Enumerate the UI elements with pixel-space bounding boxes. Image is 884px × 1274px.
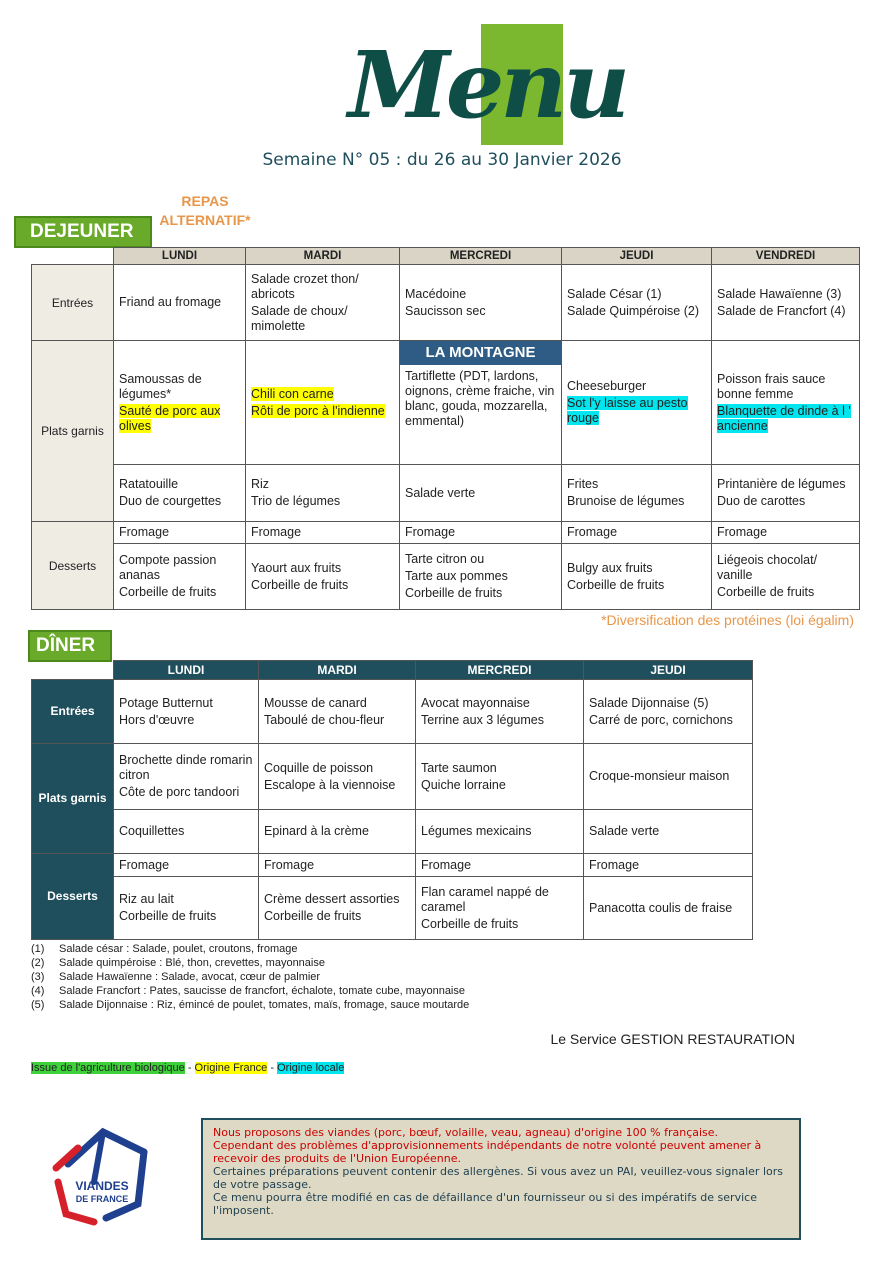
svg-text:VIANDES: VIANDES — [75, 1179, 129, 1193]
diner-garniture-mardi: Epinard à la crème — [259, 810, 416, 854]
table-row — [32, 544, 860, 610]
diner-row-desserts: Desserts — [32, 854, 114, 940]
diner-row-entrees: Entrées — [32, 680, 114, 744]
fromage-vendredi: Fromage — [712, 522, 860, 544]
diner-fromage-mardi: Fromage — [259, 854, 416, 877]
plat-jeudi: Cheeseburger Sot l'y laisse au pesto rouge — [562, 341, 712, 465]
footnotes — [31, 942, 731, 1012]
diner-garniture-mercredi: Légumes mexicains — [416, 810, 584, 854]
diner-garniture-jeudi: Salade verte — [584, 810, 753, 854]
garniture-mercredi: Salade verte — [400, 465, 562, 522]
entree-mardi: Salade crozet thon/ abricots Salade de choux/ mimolette — [246, 265, 400, 341]
plat-mercredi: LA MONTAGNE Tartiflette (PDT, lardons, oignons, crème fraiche, vin blanc, gouda, mozzarella, emmental) — [400, 341, 562, 465]
footnote: (4) Salade Francfort : Pates, saucisse de francfort, échalote, tomate cube, mayonnaise — [31, 985, 465, 997]
day-header-lundi: LUNDI — [114, 248, 246, 265]
entree-jeudi: Salade César (1) Salade Quimpéroise (2) — [562, 265, 712, 341]
notice-box — [201, 1118, 801, 1240]
diner-day-jeudi: JEUDI — [584, 661, 753, 680]
row-label-entrees: Entrées — [32, 265, 114, 341]
footnote: (3) Salade Hawaïenne : Salade, avocat, cœur de palmier — [31, 971, 321, 983]
notice-allergens: Certaines préparations peuvent contenir des allergènes. Si vous avez un PAI, veuillez-vous signaler lors de votre passage. — [213, 1165, 783, 1191]
garniture-lundi: Ratatouille Duo de courgettes — [114, 465, 246, 522]
footnote: (1) Salade césar : Salade, poulet, croutons, fromage — [31, 943, 298, 955]
entree-lundi: Friand au fromage — [114, 265, 246, 341]
fromage-mercredi: Fromage — [400, 522, 562, 544]
fromage-mardi: Fromage — [246, 522, 400, 544]
dejeuner-table — [31, 247, 860, 610]
garniture-vendredi: Printanière de légumes Duo de carottes — [712, 465, 860, 522]
diner-entree-mardi: Mousse de canard Taboulé de chou-fleur — [259, 680, 416, 744]
entree-vendredi: Salade Hawaïenne (3) Salade de Francfort (4) — [712, 265, 860, 341]
notice-origin: Nous proposons des viandes (porc, bœuf, volaille, veau, agneau) d'origine 100 % française. — [213, 1126, 719, 1139]
fromage-jeudi: Fromage — [562, 522, 712, 544]
garniture-jeudi: Frites Brunoise de légumes — [562, 465, 712, 522]
entree-mercredi: Macédoine Saucisson sec — [400, 265, 562, 341]
diner-fromage-jeudi: Fromage — [584, 854, 753, 877]
table-row — [32, 854, 753, 877]
diner-plat-mercredi: Tarte saumon Quiche lorraine — [416, 744, 584, 810]
diner-garniture-lundi: Coquillettes — [114, 810, 259, 854]
fromage-lundi: Fromage — [114, 522, 246, 544]
diner-day-mercredi: MERCREDI — [416, 661, 584, 680]
diner-table — [31, 660, 753, 940]
diner-plat-mardi: Coquille de poisson Escalope à la viennoise — [259, 744, 416, 810]
plat-vendredi: Poisson frais sauce bonne femme Blanquette de dinde à l ' ancienne — [712, 341, 860, 465]
plat-lundi: Samoussas de légumes* Sauté de porc aux olives — [114, 341, 246, 465]
diner-dessert-jeudi: Panacotta coulis de fraise — [584, 877, 753, 940]
plat-mardi: Chili con carne Rôti de porc à l'indienne — [246, 341, 400, 465]
dessert-lundi: Compote passion ananas Corbeille de fruits — [114, 544, 246, 610]
repas-alternatif-label: REPAS ALTERNATIF* — [159, 193, 251, 228]
menu-title: Menu — [348, 31, 627, 139]
diner-dessert-mardi: Crème dessert assorties Corbeille de fruits — [259, 877, 416, 940]
legend-locale: Origine locale — [277, 1062, 345, 1074]
week-heading: Semaine N° 05 : du 26 au 30 Janvier 2026 — [262, 150, 622, 170]
diner-fromage-lundi: Fromage — [114, 854, 259, 877]
dessert-mardi: Yaourt aux fruits Corbeille de fruits — [246, 544, 400, 610]
legend-bio: Issue de l'agriculture biologique — [31, 1062, 185, 1074]
diner-plat-jeudi: Croque-monsieur maison — [584, 744, 753, 810]
row-label-plats: Plats garnis — [32, 341, 114, 522]
table-row — [32, 744, 753, 810]
diner-entree-jeudi: Salade Dijonnaise (5) Carré de porc, cornichons — [584, 680, 753, 744]
diner-header-row — [32, 661, 753, 680]
viandes-de-france-logo-icon — [48, 1122, 154, 1226]
diner-entree-lundi: Potage Butternut Hors d'œuvre — [114, 680, 259, 744]
diner-day-mardi: MARDI — [259, 661, 416, 680]
service-signature: Le Service GESTION RESTAURATION — [550, 1031, 795, 1047]
header-blank — [32, 248, 114, 265]
table-row — [32, 680, 753, 744]
day-header-jeudi: JEUDI — [562, 248, 712, 265]
svg-text:DE FRANCE: DE FRANCE — [75, 1194, 129, 1204]
table-row — [32, 522, 860, 544]
dessert-vendredi: Liégeois chocolat/ vanille Corbeille de fruits — [712, 544, 860, 610]
table-row — [32, 265, 860, 341]
footnote: (5) Salade Dijonnaise : Riz, émincé de poulet, tomates, maïs, fromage, sauce moutarde — [31, 999, 470, 1011]
dessert-jeudi: Bulgy aux fruits Corbeille de fruits — [562, 544, 712, 610]
diner-dessert-lundi: Riz au lait Corbeille de fruits — [114, 877, 259, 940]
viandes-de-france-logo — [48, 1122, 154, 1226]
day-header-vendredi: VENDREDI — [712, 248, 860, 265]
diner-day-lundi: LUNDI — [114, 661, 259, 680]
row-label-desserts: Desserts — [32, 522, 114, 610]
day-header-mardi: MARDI — [246, 248, 400, 265]
diversification-note: *Diversification des protéines (loi égalim) — [601, 612, 854, 628]
notice-modification: Ce menu pourra être modifié en cas de défaillance d'un fournisseur ou si des impératifs de service l'imposent. — [213, 1191, 757, 1217]
color-legend: Issue de l'agriculture biologique - Origine France - Origine locale — [31, 1062, 345, 1074]
diner-label: DÎNER — [28, 630, 112, 662]
dejeuner-header-row — [32, 248, 860, 265]
diner-dessert-mercredi: Flan caramel nappé de caramel Corbeille de fruits — [416, 877, 584, 940]
table-row — [32, 877, 753, 940]
table-row — [32, 341, 860, 465]
header-blank — [32, 661, 114, 680]
table-row — [32, 810, 753, 854]
garniture-mardi: Riz Trio de légumes — [246, 465, 400, 522]
footnote: (2) Salade quimpéroise : Blé, thon, crevettes, mayonnaise — [31, 957, 325, 969]
day-header-mercredi: MERCREDI — [400, 248, 562, 265]
legend-france: Origine France — [194, 1062, 268, 1074]
diner-plat-lundi: Brochette dinde romarin citron Côte de porc tandoori — [114, 744, 259, 810]
table-row — [32, 465, 860, 522]
notice-supply: Cependant des problèmes d'approvisionnements indépendants de notre volonté peuvent amener à recevoir des produits de l'Union Européenne. — [213, 1139, 762, 1165]
dessert-mercredi: Tarte citron ou Tarte aux pommes Corbeille de fruits — [400, 544, 562, 610]
diner-row-plats: Plats garnis — [32, 744, 114, 854]
dejeuner-label: DEJEUNER — [14, 216, 152, 248]
diner-fromage-mercredi: Fromage — [416, 854, 584, 877]
la-montagne-badge: LA MONTAGNE — [400, 341, 561, 365]
diner-entree-mercredi: Avocat mayonnaise Terrine aux 3 légumes — [416, 680, 584, 744]
